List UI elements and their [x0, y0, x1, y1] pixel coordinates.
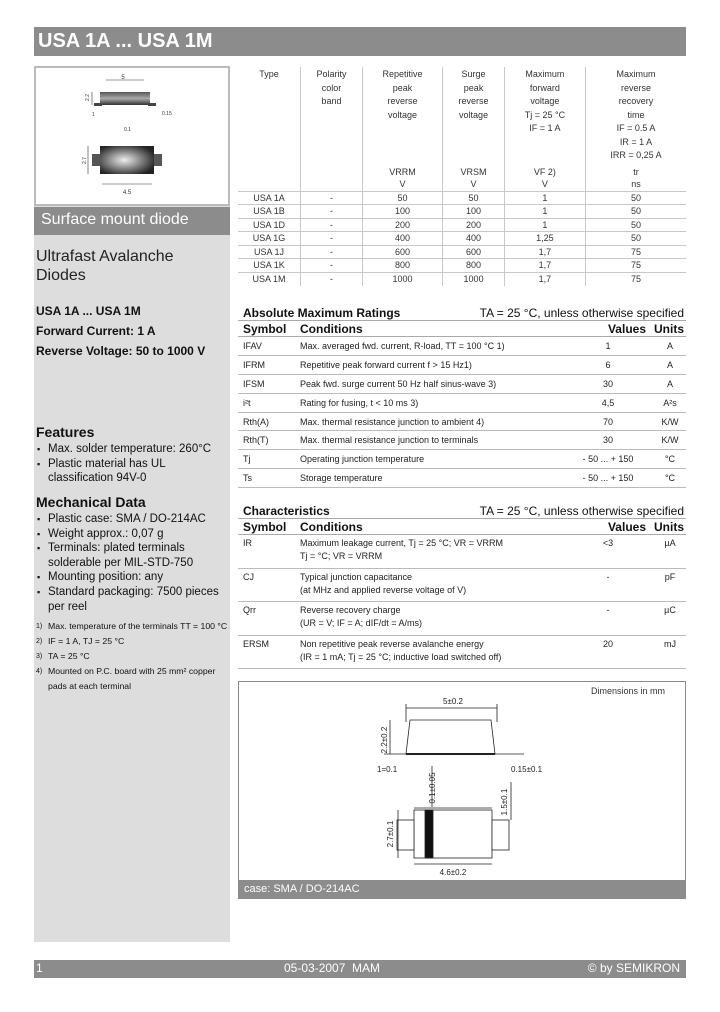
- table-cell: 1: [504, 218, 585, 232]
- table-cell: 1,7: [504, 245, 585, 259]
- abs-rows: [238, 337, 686, 488]
- table-cell: -: [301, 259, 363, 273]
- product-heading: Ultrafast Avalanche Diodes: [36, 248, 174, 284]
- row-value: 20: [602, 638, 613, 649]
- row-symbol: Qrr: [243, 605, 256, 615]
- svg-text:2.7: 2.7: [82, 157, 88, 164]
- header-line: Maximum: [616, 69, 656, 79]
- features-title: Features: [36, 424, 95, 440]
- table-row: [238, 636, 686, 670]
- row-value: 30: [602, 378, 613, 389]
- table-row: [238, 245, 686, 259]
- table-cell: 600: [443, 245, 505, 259]
- table-cell: 50: [585, 218, 686, 232]
- row-unit: °C: [664, 454, 676, 465]
- header-lines: [587, 68, 685, 163]
- table-cell: USA 1D: [238, 218, 301, 232]
- row-value: 30: [602, 435, 613, 446]
- row-unit: µC: [664, 605, 676, 615]
- table-row: [238, 356, 686, 375]
- row-symbol: IFAV: [243, 340, 262, 351]
- dimensions-drawing: [238, 681, 686, 899]
- table-row: [238, 232, 686, 246]
- svg-text:1: 1: [92, 112, 95, 118]
- mechanical-title: Mechanical Data: [36, 494, 146, 510]
- row-symbol: Ts: [243, 473, 252, 484]
- row-symbol: IR: [243, 538, 252, 548]
- table-cell: 50: [585, 232, 686, 246]
- table-cell: 75: [585, 259, 686, 273]
- row-value: 6: [605, 359, 611, 370]
- svg-text:2.2±0.2: 2.2±0.2: [380, 726, 389, 754]
- svg-text:2.2: 2.2: [85, 94, 91, 101]
- type-header-cell: [585, 67, 686, 191]
- header-symbol: [506, 166, 584, 190]
- table-cell: 400: [443, 232, 505, 246]
- package-image: [34, 66, 230, 206]
- column-headers: Symbol Conditions Values Units: [238, 519, 686, 535]
- part-range: USA 1A ... USA 1M: [36, 304, 141, 318]
- svg-text:5: 5: [121, 75, 125, 81]
- table-cell: 1,25: [504, 232, 585, 246]
- header-line: IRR = 0,25 A: [610, 150, 662, 160]
- row-value: <3: [602, 538, 614, 548]
- case-bar: case: SMA / DO-214AC: [238, 880, 686, 899]
- table-cell: 50: [362, 191, 442, 205]
- header-lines: [302, 68, 361, 109]
- header-line: reverse: [458, 96, 489, 106]
- features-list: [36, 442, 230, 486]
- footnote: 1) Max. temperature of the terminals TT = 100 °C: [36, 621, 228, 631]
- header-unit-text: V: [470, 179, 477, 189]
- header-line: color: [321, 82, 342, 93]
- row-unit: A: [666, 340, 673, 351]
- table-row: [238, 337, 686, 356]
- row-value: 70: [602, 416, 613, 427]
- table-row: [238, 218, 686, 232]
- header-symbol: [587, 166, 685, 190]
- page-title: USA 1A ... USA 1M: [34, 27, 686, 56]
- row-symbol: IFSM: [243, 378, 265, 389]
- table-row: [238, 431, 686, 450]
- reverse-voltage: Reverse Voltage: 50 to 1000 V: [36, 344, 206, 358]
- header-line: Maximum: [525, 69, 565, 79]
- char-rows: [238, 535, 686, 669]
- table-row: [238, 450, 686, 469]
- condition-line1: Typical junction capacitance: [300, 571, 413, 582]
- table-cell: USA 1B: [238, 205, 301, 219]
- type-header-inner: [364, 68, 441, 190]
- row-unit: A: [666, 378, 673, 389]
- header-line: voltage: [388, 109, 418, 120]
- row-value: -: [606, 571, 610, 582]
- type-header-inner: [506, 68, 584, 190]
- row-condition: Peak fwd. surge current 50 Hz half sinus-wave 3): [300, 378, 497, 389]
- left-panel: [34, 66, 230, 942]
- row-unit: pF: [664, 571, 676, 582]
- table-cell: 1,7: [504, 259, 585, 273]
- diode-package-drawing: [36, 68, 228, 204]
- table-row: [238, 569, 686, 603]
- list-item: ▪ Plastic material has UL classification 94V-0: [36, 457, 230, 486]
- table-cell: 1,7: [504, 272, 585, 286]
- table-cell: USA 1J: [238, 245, 301, 259]
- row-unit: µA: [664, 538, 676, 548]
- type-header-cell: [443, 67, 505, 191]
- type-table: [238, 67, 686, 286]
- table-cell: -: [301, 272, 363, 286]
- table-cell: 75: [585, 245, 686, 259]
- condition-line2: Tj = °C; VR = VRRM: [300, 551, 383, 561]
- table-row: [238, 375, 686, 394]
- header-line: time: [627, 109, 645, 120]
- condition-line1: Reverse recovery charge: [300, 605, 401, 615]
- svg-text:5±0.2: 5±0.2: [443, 697, 463, 706]
- table-cell: 200: [362, 218, 442, 232]
- list-item: ▪ Plastic case: SMA / DO-214AC: [36, 512, 230, 527]
- header-line: Repetitive: [382, 69, 423, 79]
- row-unit: A²s: [663, 397, 677, 408]
- table-cell: USA 1A: [238, 191, 301, 205]
- table-cell: -: [301, 218, 363, 232]
- header-line: forward: [529, 82, 560, 93]
- list-item: ▪ Mounting position: any: [36, 570, 230, 585]
- header-line: Type: [259, 69, 279, 79]
- type-header-inner: [239, 68, 299, 190]
- list-item: ▪ Weight approx.: 0,07 g: [36, 527, 230, 542]
- type-header-cell: [238, 67, 301, 191]
- header-line: IR = 1 A: [619, 136, 653, 147]
- table-cell: 800: [443, 259, 505, 273]
- header-sym-text: VF 2): [533, 167, 556, 177]
- header-lines: [239, 68, 299, 82]
- svg-text:1=0.1: 1=0.1: [377, 765, 398, 774]
- condition-line2: (UR = V; IF = A; dIF/dt = A/ms): [300, 618, 422, 628]
- header-line: IF = 1 A: [529, 123, 561, 133]
- table-cell: USA 1M: [238, 272, 301, 286]
- dimensions-title: Dimensions in mm: [590, 686, 665, 696]
- footer-date: 05-03-2007 MAM: [284, 961, 381, 975]
- type-table-header: [238, 67, 686, 191]
- row-symbol: Tj: [243, 454, 251, 465]
- table-cell: 1000: [443, 272, 505, 286]
- svg-text:0.15: 0.15: [162, 111, 172, 117]
- footnote: 3) TA = 25 °C: [36, 651, 90, 661]
- row-condition: Repetitive peak forward current f > 15 Hz1): [300, 359, 472, 370]
- section-title: Absolute Maximum Ratings: [243, 306, 401, 320]
- forward-current: Forward Current: 1 A: [36, 324, 156, 338]
- absolute-max-ratings: [238, 303, 686, 488]
- row-value: - 50 ... + 150: [582, 473, 634, 484]
- header-line: voltage: [530, 96, 560, 106]
- footnotes: [36, 619, 230, 694]
- row-symbol: Rth(T): [243, 435, 269, 446]
- header-line: reverse: [620, 82, 651, 93]
- type-header-inner: [444, 68, 503, 190]
- condition-line1: Maximum leakage current, Tj = 25 °C; VR = VRRM: [300, 538, 504, 548]
- column-headers: Symbol Conditions Values Units: [238, 321, 686, 337]
- row-condition: [300, 572, 562, 595]
- row-value: 4,5: [601, 397, 615, 408]
- row-condition: Operating junction temperature: [300, 454, 425, 465]
- row-unit: mJ: [664, 638, 676, 649]
- row-unit: A: [666, 359, 673, 370]
- type-header-cell: [504, 67, 585, 191]
- row-condition: [300, 605, 562, 628]
- svg-text:0.1±0.05: 0.1±0.05: [428, 772, 437, 804]
- condition-line2: (at MHz and applied reverse voltage of V): [300, 584, 467, 595]
- table-row: [238, 259, 686, 273]
- table-row: [238, 413, 686, 432]
- svg-text:0.15±0.1: 0.15±0.1: [511, 765, 543, 774]
- table-cell: -: [301, 191, 363, 205]
- page-number: 1: [36, 961, 43, 975]
- svg-text:0.1: 0.1: [124, 127, 131, 133]
- row-unit: K/W: [661, 416, 679, 427]
- table-cell: 50: [443, 191, 505, 205]
- row-condition: Max. thermal resistance junction to ambient 4): [300, 416, 485, 427]
- row-value: 1: [605, 340, 611, 351]
- dimension-drawing: [239, 682, 685, 880]
- condition-line2: (IR = 1 mA; Tj = 25 °C; inductive load switched off): [300, 651, 502, 662]
- row-unit: °C: [664, 473, 676, 484]
- table-row: [238, 535, 686, 569]
- list-item: ▪ Standard packaging: 7500 pieces per reel: [36, 585, 230, 614]
- row-condition: [300, 538, 562, 561]
- row-symbol: ERSM: [243, 638, 270, 649]
- row-condition: Max. thermal resistance junction to terminals: [300, 435, 479, 446]
- row-condition: Max. averaged fwd. current, R-load, TT = 100 °C 1): [300, 340, 505, 351]
- row-symbol: i²t: [243, 397, 251, 408]
- table-cell: -: [301, 205, 363, 219]
- row-symbol: IFRM: [243, 359, 265, 370]
- svg-text:1.5±0.1: 1.5±0.1: [500, 788, 509, 816]
- row-unit: K/W: [661, 435, 679, 446]
- table-cell: 1: [504, 205, 585, 219]
- header-lines: [444, 68, 503, 122]
- table-row: [238, 205, 686, 219]
- table-cell: 600: [362, 245, 442, 259]
- section-condition: TA = 25 °C, unless otherwise specified: [479, 504, 684, 518]
- footnote: 4) Mounted on P.C. board with 25 mm² copper pads at each terminal: [36, 666, 216, 691]
- row-symbol: CJ: [243, 571, 254, 582]
- header-lines: [506, 68, 584, 136]
- row-symbol: Rth(A): [243, 416, 270, 427]
- list-item: ▪ Max. solder temperature: 260°C: [36, 442, 230, 457]
- table-cell: 50: [585, 191, 686, 205]
- table-cell: 100: [362, 205, 442, 219]
- type-header-cell: [301, 67, 363, 191]
- header-unit-text: V: [399, 179, 406, 189]
- table-row: [238, 394, 686, 413]
- header-lines: [364, 68, 441, 122]
- table-cell: 800: [362, 259, 442, 273]
- table-cell: USA 1G: [238, 232, 301, 246]
- condition-line1: Non repetitive peak reverse avalanche energy: [300, 638, 484, 649]
- table-cell: 200: [443, 218, 505, 232]
- table-row: [238, 191, 686, 205]
- row-value: -: [606, 605, 610, 615]
- table-cell: 1: [504, 191, 585, 205]
- header-line: Tj = 25 °C: [524, 109, 566, 120]
- list-item: ▪ Terminals: plated terminals solderable per MIL-STD-750: [36, 541, 230, 570]
- table-cell: 100: [443, 205, 505, 219]
- type-header-inner: [587, 68, 685, 190]
- table-cell: USA 1K: [238, 259, 301, 273]
- header-line: peak: [392, 82, 413, 93]
- svg-text:2.7±0.1: 2.7±0.1: [386, 820, 395, 848]
- table-row: [238, 602, 686, 636]
- header-line: Polarity: [316, 69, 347, 79]
- row-condition: Rating for fusing, t < 10 ms 3): [300, 397, 419, 408]
- header-line: IF = 0.5 A: [616, 123, 656, 133]
- type-header-cell: [362, 67, 442, 191]
- header-sym-text: VRSM: [460, 167, 487, 177]
- table-cell: -: [301, 232, 363, 246]
- section-title: Characteristics: [243, 504, 330, 518]
- row-condition: Storage temperature: [300, 473, 383, 484]
- table-cell: 75: [585, 272, 686, 286]
- header-line: recovery: [618, 96, 654, 106]
- row-condition: [300, 639, 562, 662]
- header-line: peak: [463, 82, 484, 93]
- footnote: 2) IF = 1 A, TJ = 25 °C: [36, 636, 125, 646]
- type-table-body: [238, 191, 686, 286]
- table-cell: 1000: [362, 272, 442, 286]
- table-cell: -: [301, 245, 363, 259]
- footer: [34, 960, 686, 978]
- header-line: reverse: [387, 96, 418, 106]
- table-cell: 400: [362, 232, 442, 246]
- svg-text:4.6±0.2: 4.6±0.2: [439, 868, 467, 877]
- table-row: [238, 272, 686, 286]
- header-sym-text: tr: [633, 167, 639, 177]
- product-summary: [36, 301, 205, 361]
- mechanical-list: [36, 512, 230, 614]
- section-condition: TA = 25 °C, unless otherwise specified: [479, 306, 684, 320]
- table-row: [238, 469, 686, 488]
- header-symbol: [444, 166, 503, 190]
- copyright: © by SEMIKRON: [587, 961, 680, 975]
- type-header-inner: [302, 68, 361, 190]
- header-sym-text: VRRM: [389, 167, 416, 177]
- header-line: Surge: [461, 69, 486, 79]
- product-type-bar: Surface mount diode: [34, 207, 230, 235]
- row-value: - 50 ... + 150: [582, 454, 634, 465]
- characteristics: [238, 501, 686, 669]
- header-unit-text: ns: [631, 179, 641, 189]
- header-unit-text: V: [541, 179, 548, 189]
- header-line: band: [321, 96, 342, 106]
- table-cell: 50: [585, 205, 686, 219]
- header-symbol: [364, 166, 441, 190]
- header-line: voltage: [459, 109, 489, 120]
- svg-text:4.5: 4.5: [122, 190, 132, 196]
